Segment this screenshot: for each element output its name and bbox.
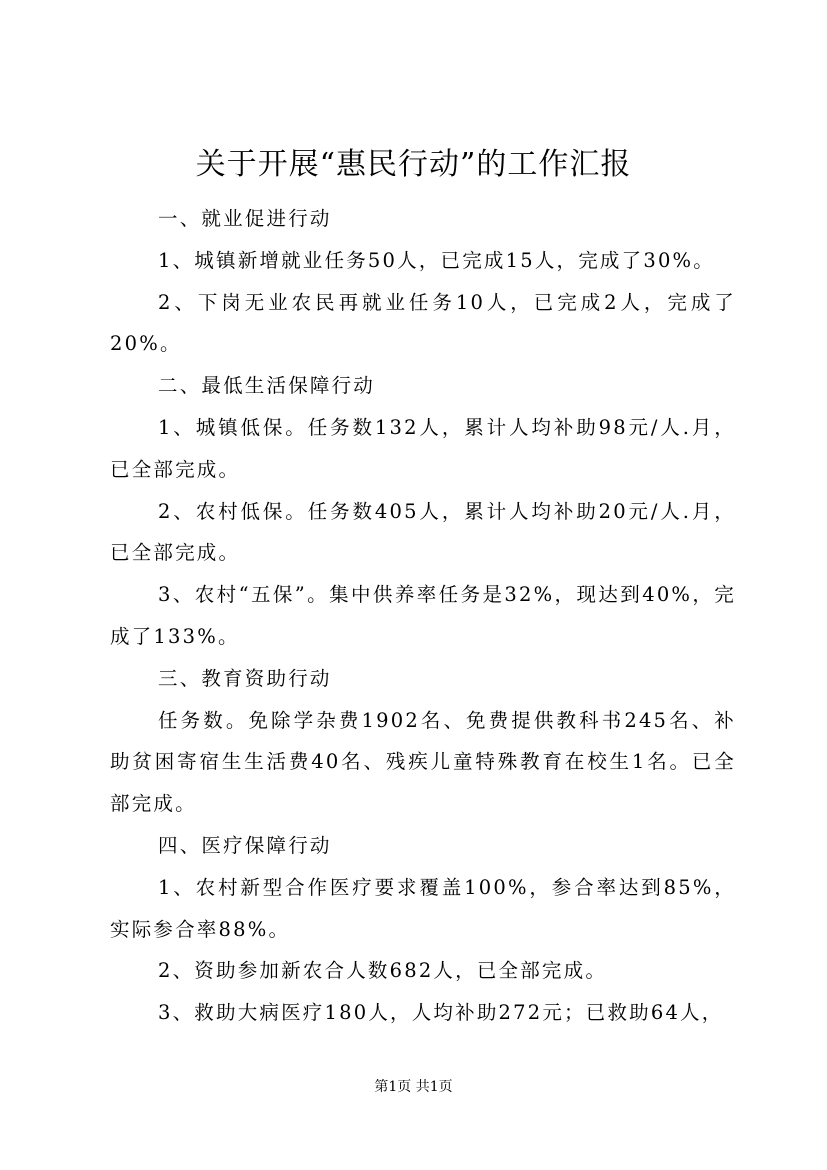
document-body (110, 198, 736, 1034)
section-heading-education: 三、教育资助行动 (158, 666, 332, 690)
section-heading-employment: 一、就业促进行动 (158, 207, 332, 230)
paragraph: 任务数。免除学杂费1902名、免费提供教科书245名、补助贫困寄宿生生活费40名、残疾儿童特殊教育在校生1名。已全部完成。 (110, 708, 736, 816)
page-number-footer: 第1页 共1页 (374, 1079, 453, 1095)
document-title: 关于开展“惠民行动”的工作汇报 (195, 147, 632, 182)
paragraph: 2、下岗无业农民再就业任务10人，已完成2人，完成了20%。 (110, 290, 736, 356)
paragraph: 3、农村“五保”。集中供养率任务是32%，现达到40%，完成了133%。 (110, 583, 736, 648)
paragraph: 3、救助大病医疗180人，人均补助272元；已救助64人， (158, 1001, 724, 1025)
paragraph: 2、农村低保。任务数405人，累计人均补助20元/人.月，已全部完成。 (110, 499, 736, 565)
section-heading-medical: 四、医疗保障行动 (158, 833, 332, 857)
paragraph: 1、城镇新增就业任务50人，已完成15人，完成了30%。 (158, 248, 715, 272)
paragraph: 1、城镇低保。任务数132人，累计人均补助98元/人.月，已全部完成。 (110, 415, 736, 481)
paragraph: 1、农村新型合作医疗要求覆盖100%，参合率达到85%，实际参合率88%。 (110, 875, 736, 941)
paragraph: 2、资助参加新农合人数682人，已全部完成。 (158, 959, 608, 983)
section-heading-minimum-living: 二、最低生活保障行动 (158, 374, 376, 398)
